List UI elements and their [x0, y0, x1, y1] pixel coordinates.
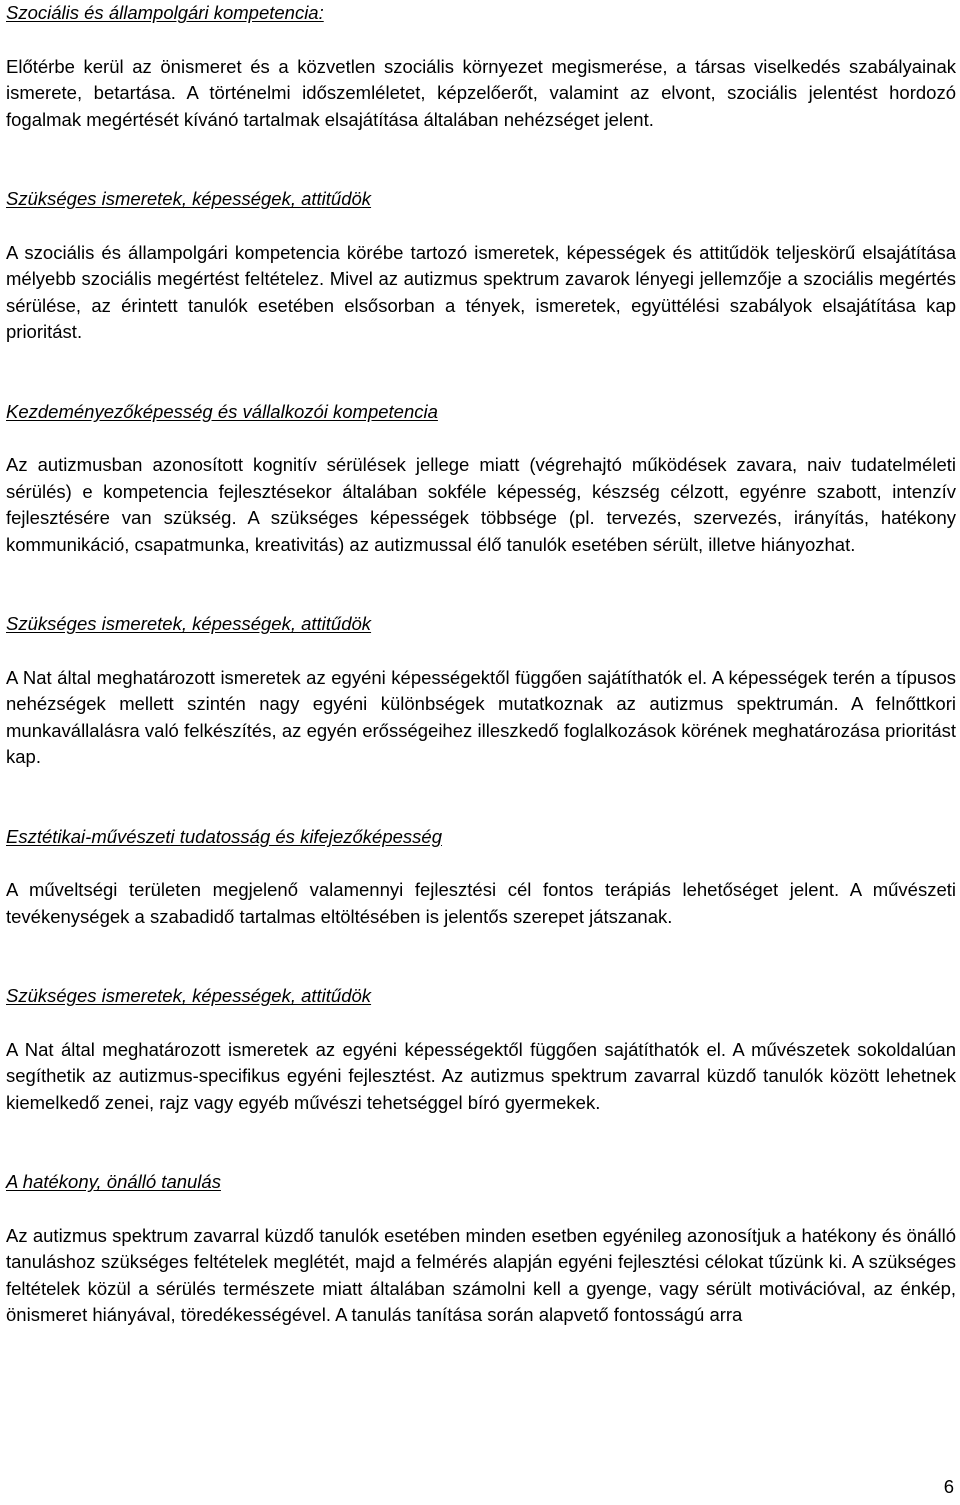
section-heading-required-knowledge-1: Szükséges ismeretek, képességek, attitűdök — [6, 188, 372, 209]
section-paragraph-required-knowledge-2: A Nat által meghatározott ismeretek az egyéni képességektől függően sajátíthatók el. A képességek terén a típusos nehézségek mellett szintén nagy egyéni különbségek mutatkoznak az autizmus spektrumán. A felnőttkori munkavállalásra való felkészítés, az egyén erősségeihez illeszkedő foglalkozások körének meghatározása prioritást kap. — [6, 666, 956, 767]
section-heading-initiative-entrepreneurship: Kezdeményezőképesség és vállalkozói kompetencia — [6, 400, 438, 422]
spacer — [6, 1010, 956, 1037]
section-paragraph-effective-learning: Az autizmus spektrum zavarral küzdő tanulók esetében minden esetben egyénileg azonosítjuk a hatékony és önálló tanuláshoz szükséges feltételek meglétét, majd a felmérés alapján egyéni fejlesztési célokat tűzünk ki. A szükséges feltételek közül a sérülés természete miatt általában számolni kell a gyenge, vagy sérült motivációval, az énkép, önismeret hiányával, töredékességével. A tanulás tanítása során alapvető fontosságú arra — [6, 1224, 956, 1325]
section-heading-required-knowledge-3: Szükséges ismeretek, képességek, attitűdök — [6, 985, 372, 1006]
section-heading-required-knowledge-2: Szükséges ismeretek, képességek, attitűdök — [6, 613, 372, 634]
page-number: 6 — [943, 1476, 954, 1497]
spacer — [6, 1196, 956, 1223]
spacer — [6, 771, 956, 824]
spacer — [6, 850, 956, 877]
spacer — [6, 558, 956, 611]
spacer — [6, 425, 956, 452]
spacer — [6, 1116, 956, 1169]
section-paragraph-aesthetic-artistic: A műveltségi területen megjelenő valamennyi fejlesztési cél fontos terápiás lehetőséget jelent. A művészeti tevékenységek a szabadidő tartalmas eltöltésében is jelentős szerepet játszanak. — [6, 879, 956, 927]
section-heading-social-civic: Szociális és állampolgári kompetencia: — [6, 2, 324, 23]
section-paragraph-required-knowledge-3: A Nat által meghatározott ismeretek az egyéni képességektől függően sajátíthatók el. A művészetek sokoldalúan segíthetik az autizmus-specifikus egyéni fejlesztést. Az autizmus spektrum zavarral küzdő tanulók között lehetnek kiemelkedő zenei, rajz vagy egyéb művészi tehetséggel bíró gyermekek. — [6, 1038, 956, 1113]
section-paragraph-social-civic: Előtérbe kerül az önismeret és a közvetlen szociális környezet megismerése, a társas viselkedés szabályainak ismerete, betartása. A történelmi időszemléletet, képzelőerőt, valamint az elvont, szociális jelentést hordozó fogalmak megértését kívánó tartalmak elsajátítása általában nehézséget jelent. — [6, 55, 956, 130]
section-paragraph-required-knowledge-1: A szociális és állampolgári kompetencia körébe tartozó ismeretek, képességek és attitűdök teljeskörű elsajátítása mélyebb szociális megértést feltételez. Mivel az autizmus spektrum zavarok lényegi jellemzője a szociális megértés sérülése, az érintett tanulók esetében elsősorban a tények, ismeretek, együttélési szabályok elsajátítása kap prioritást. — [6, 241, 956, 342]
spacer — [6, 638, 956, 665]
spacer — [6, 213, 956, 240]
spacer — [6, 346, 956, 399]
document-page — [6, 0, 956, 1329]
section-heading-aesthetic-artistic: Esztétikai-művészeti tudatosság és kifejezőképesség — [6, 825, 442, 847]
spacer — [6, 27, 956, 54]
section-heading-effective-learning: A hatékony, önálló tanulás — [6, 1171, 221, 1192]
section-paragraph-initiative-entrepreneurship: Az autizmusban azonosított kognitív sérülések jellege miatt (végrehajtó működések zavara, naiv tudatelméleti sérülés) e kompetencia fejlesztésekor általában sokféle képesség, készség célzott, egyénre szabott, intenzív fejlesztésére van szükség. A szükséges képességek többsége (pl. tervezés, szervezés, irányítás, hatékony kommunikáció, csapatmunka, kreativitás) az autizmussal élő tanulók esetében sérült, illetve hiányozhat. — [6, 454, 956, 555]
spacer — [6, 133, 956, 186]
spacer — [6, 930, 956, 983]
